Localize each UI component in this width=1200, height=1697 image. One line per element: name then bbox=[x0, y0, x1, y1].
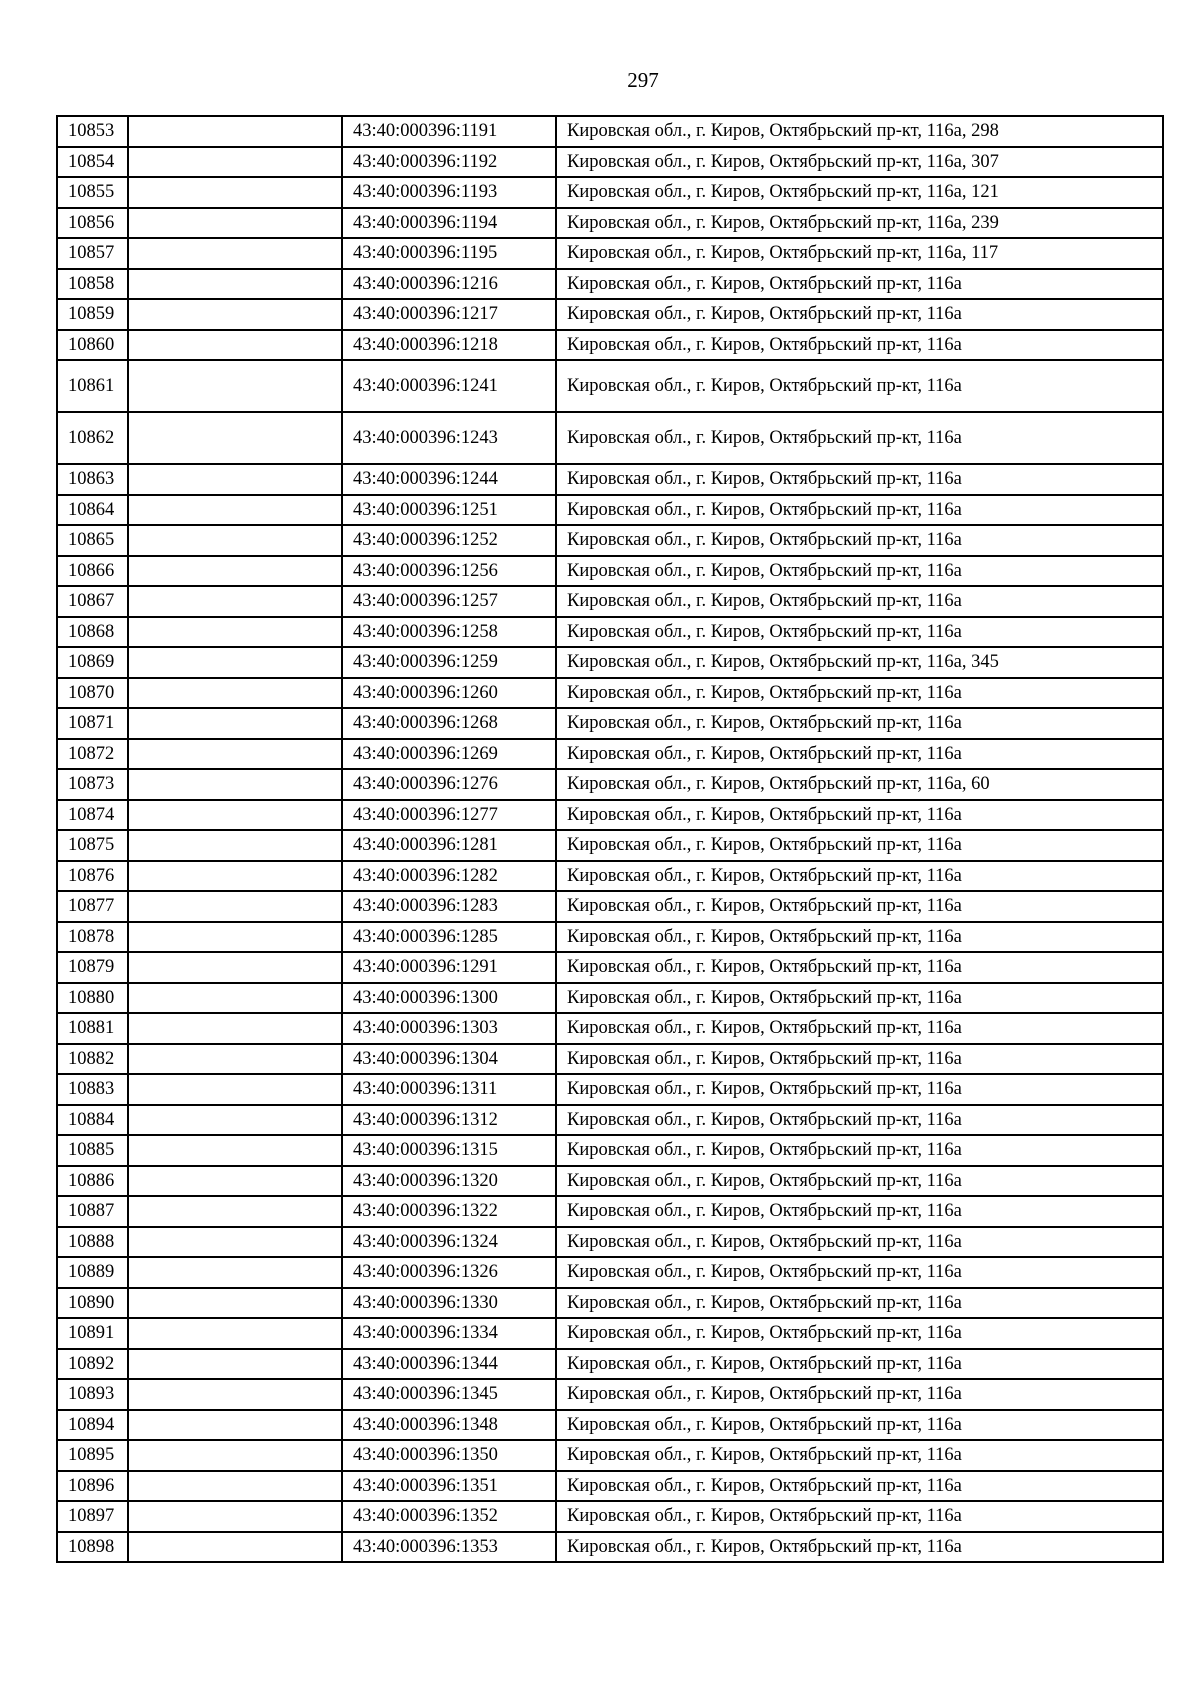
row-number-cell: 10858 bbox=[57, 269, 128, 300]
address-cell: Кировская обл., г. Киров, Октябрьский пр-кт, 116а bbox=[556, 269, 1163, 300]
cadastral-number-cell: 43:40:000396:1352 bbox=[342, 1501, 556, 1532]
empty-cell bbox=[128, 360, 342, 412]
cadastral-number-cell: 43:40:000396:1322 bbox=[342, 1196, 556, 1227]
cadastral-number-cell: 43:40:000396:1251 bbox=[342, 495, 556, 526]
empty-cell bbox=[128, 556, 342, 587]
table-row bbox=[57, 922, 1163, 953]
row-number-cell: 10861 bbox=[57, 360, 128, 412]
row-number-cell: 10880 bbox=[57, 983, 128, 1014]
row-number-cell: 10888 bbox=[57, 1227, 128, 1258]
table-row bbox=[57, 891, 1163, 922]
empty-cell bbox=[128, 238, 342, 269]
empty-cell bbox=[128, 177, 342, 208]
cadastral-number-cell: 43:40:000396:1320 bbox=[342, 1166, 556, 1197]
cadastral-number-cell: 43:40:000396:1256 bbox=[342, 556, 556, 587]
cadastral-number-cell: 43:40:000396:1277 bbox=[342, 800, 556, 831]
cadastral-number-cell: 43:40:000396:1348 bbox=[342, 1410, 556, 1441]
address-cell: Кировская обл., г. Киров, Октябрьский пр-кт, 116а bbox=[556, 983, 1163, 1014]
address-cell: Кировская обл., г. Киров, Октябрьский пр-кт, 116а, 121 bbox=[556, 177, 1163, 208]
address-cell: Кировская обл., г. Киров, Октябрьский пр-кт, 116а bbox=[556, 1135, 1163, 1166]
address-cell: Кировская обл., г. Киров, Октябрьский пр-кт, 116а bbox=[556, 678, 1163, 709]
row-number-cell: 10897 bbox=[57, 1501, 128, 1532]
address-cell: Кировская обл., г. Киров, Октябрьский пр-кт, 116а bbox=[556, 495, 1163, 526]
row-number-cell: 10859 bbox=[57, 299, 128, 330]
row-number-cell: 10866 bbox=[57, 556, 128, 587]
empty-cell bbox=[128, 1196, 342, 1227]
cadastral-number-cell: 43:40:000396:1241 bbox=[342, 360, 556, 412]
empty-cell bbox=[128, 269, 342, 300]
empty-cell bbox=[128, 678, 342, 709]
row-number-cell: 10889 bbox=[57, 1257, 128, 1288]
table-row bbox=[57, 464, 1163, 495]
table-row bbox=[57, 861, 1163, 892]
address-cell: Кировская обл., г. Киров, Октябрьский пр-кт, 116а bbox=[556, 1440, 1163, 1471]
address-cell: Кировская обл., г. Киров, Октябрьский пр-кт, 116а bbox=[556, 330, 1163, 361]
row-number-cell: 10877 bbox=[57, 891, 128, 922]
row-number-cell: 10881 bbox=[57, 1013, 128, 1044]
empty-cell bbox=[128, 983, 342, 1014]
row-number-cell: 10885 bbox=[57, 1135, 128, 1166]
empty-cell bbox=[128, 800, 342, 831]
table-row bbox=[57, 208, 1163, 239]
row-number-cell: 10895 bbox=[57, 1440, 128, 1471]
address-cell: Кировская обл., г. Киров, Октябрьский пр-кт, 116а, 117 bbox=[556, 238, 1163, 269]
empty-cell bbox=[128, 1379, 342, 1410]
address-cell: Кировская обл., г. Киров, Октябрьский пр-кт, 116а bbox=[556, 1288, 1163, 1319]
table-row bbox=[57, 1410, 1163, 1441]
address-cell: Кировская обл., г. Киров, Октябрьский пр-кт, 116а bbox=[556, 1318, 1163, 1349]
address-cell: Кировская обл., г. Киров, Октябрьский пр-кт, 116а bbox=[556, 739, 1163, 770]
cadastral-number-cell: 43:40:000396:1283 bbox=[342, 891, 556, 922]
address-cell: Кировская обл., г. Киров, Октябрьский пр-кт, 116а bbox=[556, 708, 1163, 739]
address-cell: Кировская обл., г. Киров, Октябрьский пр-кт, 116а, 298 bbox=[556, 116, 1163, 147]
cadastral-number-cell: 43:40:000396:1282 bbox=[342, 861, 556, 892]
table-row bbox=[57, 147, 1163, 178]
empty-cell bbox=[128, 116, 342, 147]
table-row bbox=[57, 1379, 1163, 1410]
empty-cell bbox=[128, 1013, 342, 1044]
cadastral-number-cell: 43:40:000396:1291 bbox=[342, 952, 556, 983]
row-number-cell: 10869 bbox=[57, 647, 128, 678]
empty-cell bbox=[128, 299, 342, 330]
empty-cell bbox=[128, 1044, 342, 1075]
table-row bbox=[57, 1044, 1163, 1075]
row-number-cell: 10886 bbox=[57, 1166, 128, 1197]
registry-table-body bbox=[57, 116, 1163, 1562]
table-row bbox=[57, 330, 1163, 361]
table-row bbox=[57, 495, 1163, 526]
cadastral-number-cell: 43:40:000396:1300 bbox=[342, 983, 556, 1014]
empty-cell bbox=[128, 1257, 342, 1288]
address-cell: Кировская обл., г. Киров, Октябрьский пр-кт, 116а bbox=[556, 952, 1163, 983]
table-row bbox=[57, 1166, 1163, 1197]
row-number-cell: 10873 bbox=[57, 769, 128, 800]
cadastral-number-cell: 43:40:000396:1194 bbox=[342, 208, 556, 239]
row-number-cell: 10876 bbox=[57, 861, 128, 892]
row-number-cell: 10856 bbox=[57, 208, 128, 239]
empty-cell bbox=[128, 1227, 342, 1258]
row-number-cell: 10864 bbox=[57, 495, 128, 526]
table-row bbox=[57, 299, 1163, 330]
empty-cell bbox=[128, 739, 342, 770]
cadastral-number-cell: 43:40:000396:1269 bbox=[342, 739, 556, 770]
cadastral-number-cell: 43:40:000396:1244 bbox=[342, 464, 556, 495]
row-number-cell: 10882 bbox=[57, 1044, 128, 1075]
address-cell: Кировская обл., г. Киров, Октябрьский пр-кт, 116а bbox=[556, 1501, 1163, 1532]
cadastral-number-cell: 43:40:000396:1276 bbox=[342, 769, 556, 800]
address-cell: Кировская обл., г. Киров, Октябрьский пр-кт, 116а bbox=[556, 1227, 1163, 1258]
cadastral-number-cell: 43:40:000396:1268 bbox=[342, 708, 556, 739]
empty-cell bbox=[128, 147, 342, 178]
address-cell: Кировская обл., г. Киров, Октябрьский пр-кт, 116а bbox=[556, 1532, 1163, 1563]
empty-cell bbox=[128, 412, 342, 464]
empty-cell bbox=[128, 586, 342, 617]
address-cell: Кировская обл., г. Киров, Октябрьский пр-кт, 116а bbox=[556, 1349, 1163, 1380]
empty-cell bbox=[128, 830, 342, 861]
row-number-cell: 10854 bbox=[57, 147, 128, 178]
row-number-cell: 10865 bbox=[57, 525, 128, 556]
table-row bbox=[57, 1349, 1163, 1380]
row-number-cell: 10898 bbox=[57, 1532, 128, 1563]
cadastral-number-cell: 43:40:000396:1312 bbox=[342, 1105, 556, 1136]
table-row bbox=[57, 647, 1163, 678]
address-cell: Кировская обл., г. Киров, Октябрьский пр-кт, 116а bbox=[556, 586, 1163, 617]
table-row bbox=[57, 1227, 1163, 1258]
table-row bbox=[57, 177, 1163, 208]
empty-cell bbox=[128, 861, 342, 892]
empty-cell bbox=[128, 1532, 342, 1563]
cadastral-number-cell: 43:40:000396:1260 bbox=[342, 678, 556, 709]
cadastral-number-cell: 43:40:000396:1281 bbox=[342, 830, 556, 861]
cadastral-number-cell: 43:40:000396:1191 bbox=[342, 116, 556, 147]
address-cell: Кировская обл., г. Киров, Октябрьский пр-кт, 116а bbox=[556, 1044, 1163, 1075]
address-cell: Кировская обл., г. Киров, Октябрьский пр-кт, 116а bbox=[556, 1410, 1163, 1441]
empty-cell bbox=[128, 495, 342, 526]
row-number-cell: 10853 bbox=[57, 116, 128, 147]
cadastral-number-cell: 43:40:000396:1303 bbox=[342, 1013, 556, 1044]
empty-cell bbox=[128, 1349, 342, 1380]
address-cell: Кировская обл., г. Киров, Октябрьский пр-кт, 116а, 239 bbox=[556, 208, 1163, 239]
table-row bbox=[57, 1257, 1163, 1288]
table-row bbox=[57, 769, 1163, 800]
table-row bbox=[57, 525, 1163, 556]
address-cell: Кировская обл., г. Киров, Октябрьский пр-кт, 116а bbox=[556, 1074, 1163, 1105]
row-number-cell: 10875 bbox=[57, 830, 128, 861]
empty-cell bbox=[128, 922, 342, 953]
cadastral-number-cell: 43:40:000396:1344 bbox=[342, 1349, 556, 1380]
empty-cell bbox=[128, 647, 342, 678]
table-row bbox=[57, 360, 1163, 412]
page-number: 297 bbox=[627, 68, 659, 92]
row-number-cell: 10862 bbox=[57, 412, 128, 464]
cadastral-number-cell: 43:40:000396:1315 bbox=[342, 1135, 556, 1166]
row-number-cell: 10894 bbox=[57, 1410, 128, 1441]
empty-cell bbox=[128, 1440, 342, 1471]
table-row bbox=[57, 952, 1163, 983]
row-number-cell: 10887 bbox=[57, 1196, 128, 1227]
table-row bbox=[57, 1105, 1163, 1136]
address-cell: Кировская обл., г. Киров, Октябрьский пр-кт, 116а bbox=[556, 1013, 1163, 1044]
address-cell: Кировская обл., г. Киров, Октябрьский пр-кт, 116а bbox=[556, 891, 1163, 922]
address-cell: Кировская обл., г. Киров, Октябрьский пр-кт, 116а bbox=[556, 1166, 1163, 1197]
table-row bbox=[57, 1471, 1163, 1502]
cadastral-number-cell: 43:40:000396:1217 bbox=[342, 299, 556, 330]
empty-cell bbox=[128, 1471, 342, 1502]
address-cell: Кировская обл., г. Киров, Октябрьский пр-кт, 116а bbox=[556, 922, 1163, 953]
table-row bbox=[57, 678, 1163, 709]
table-row bbox=[57, 1288, 1163, 1319]
row-number-cell: 10855 bbox=[57, 177, 128, 208]
row-number-cell: 10883 bbox=[57, 1074, 128, 1105]
cadastral-number-cell: 43:40:000396:1193 bbox=[342, 177, 556, 208]
empty-cell bbox=[128, 769, 342, 800]
empty-cell bbox=[128, 708, 342, 739]
table-row bbox=[57, 1074, 1163, 1105]
row-number-cell: 10860 bbox=[57, 330, 128, 361]
address-cell: Кировская обл., г. Киров, Октябрьский пр-кт, 116а bbox=[556, 412, 1163, 464]
row-number-cell: 10884 bbox=[57, 1105, 128, 1136]
cadastral-number-cell: 43:40:000396:1330 bbox=[342, 1288, 556, 1319]
empty-cell bbox=[128, 1105, 342, 1136]
row-number-cell: 10893 bbox=[57, 1379, 128, 1410]
empty-cell bbox=[128, 1166, 342, 1197]
cadastral-number-cell: 43:40:000396:1252 bbox=[342, 525, 556, 556]
row-number-cell: 10863 bbox=[57, 464, 128, 495]
address-cell: Кировская обл., г. Киров, Октябрьский пр-кт, 116а bbox=[556, 464, 1163, 495]
table-row bbox=[57, 586, 1163, 617]
address-cell: Кировская обл., г. Киров, Октябрьский пр-кт, 116а bbox=[556, 1471, 1163, 1502]
row-number-cell: 10871 bbox=[57, 708, 128, 739]
cadastral-number-cell: 43:40:000396:1311 bbox=[342, 1074, 556, 1105]
table-row bbox=[57, 1501, 1163, 1532]
table-row bbox=[57, 1196, 1163, 1227]
address-cell: Кировская обл., г. Киров, Октябрьский пр-кт, 116а, 60 bbox=[556, 769, 1163, 800]
empty-cell bbox=[128, 1318, 342, 1349]
empty-cell bbox=[128, 525, 342, 556]
table-row bbox=[57, 1318, 1163, 1349]
row-number-cell: 10879 bbox=[57, 952, 128, 983]
row-number-cell: 10892 bbox=[57, 1349, 128, 1380]
row-number-cell: 10874 bbox=[57, 800, 128, 831]
cadastral-number-cell: 43:40:000396:1350 bbox=[342, 1440, 556, 1471]
address-cell: Кировская обл., г. Киров, Октябрьский пр-кт, 116а bbox=[556, 360, 1163, 412]
cadastral-number-cell: 43:40:000396:1285 bbox=[342, 922, 556, 953]
address-cell: Кировская обл., г. Киров, Октябрьский пр-кт, 116а bbox=[556, 1379, 1163, 1410]
cadastral-number-cell: 43:40:000396:1243 bbox=[342, 412, 556, 464]
empty-cell bbox=[128, 952, 342, 983]
table-row bbox=[57, 617, 1163, 648]
empty-cell bbox=[128, 1501, 342, 1532]
cadastral-number-cell: 43:40:000396:1195 bbox=[342, 238, 556, 269]
address-cell: Кировская обл., г. Киров, Октябрьский пр-кт, 116а, 345 bbox=[556, 647, 1163, 678]
table-row bbox=[57, 1135, 1163, 1166]
table-row bbox=[57, 238, 1163, 269]
table-row bbox=[57, 1532, 1163, 1563]
table-row bbox=[57, 708, 1163, 739]
address-cell: Кировская обл., г. Киров, Октябрьский пр-кт, 116а bbox=[556, 617, 1163, 648]
address-cell: Кировская обл., г. Киров, Октябрьский пр-кт, 116а bbox=[556, 525, 1163, 556]
empty-cell bbox=[128, 617, 342, 648]
empty-cell bbox=[128, 464, 342, 495]
row-number-cell: 10857 bbox=[57, 238, 128, 269]
cadastral-number-cell: 43:40:000396:1192 bbox=[342, 147, 556, 178]
registry-table bbox=[56, 115, 1164, 1563]
empty-cell bbox=[128, 1410, 342, 1441]
table-row bbox=[57, 556, 1163, 587]
row-number-cell: 10890 bbox=[57, 1288, 128, 1319]
table-row bbox=[57, 983, 1163, 1014]
cadastral-number-cell: 43:40:000396:1324 bbox=[342, 1227, 556, 1258]
empty-cell bbox=[128, 891, 342, 922]
cadastral-number-cell: 43:40:000396:1351 bbox=[342, 1471, 556, 1502]
address-cell: Кировская обл., г. Киров, Октябрьский пр-кт, 116а bbox=[556, 861, 1163, 892]
cadastral-number-cell: 43:40:000396:1353 bbox=[342, 1532, 556, 1563]
address-cell: Кировская обл., г. Киров, Октябрьский пр-кт, 116а bbox=[556, 1105, 1163, 1136]
row-number-cell: 10896 bbox=[57, 1471, 128, 1502]
empty-cell bbox=[128, 1074, 342, 1105]
address-cell: Кировская обл., г. Киров, Октябрьский пр-кт, 116а, 307 bbox=[556, 147, 1163, 178]
cadastral-number-cell: 43:40:000396:1259 bbox=[342, 647, 556, 678]
address-cell: Кировская обл., г. Киров, Октябрьский пр-кт, 116а bbox=[556, 1257, 1163, 1288]
row-number-cell: 10891 bbox=[57, 1318, 128, 1349]
address-cell: Кировская обл., г. Киров, Октябрьский пр-кт, 116а bbox=[556, 299, 1163, 330]
table-row bbox=[57, 739, 1163, 770]
address-cell: Кировская обл., г. Киров, Октябрьский пр-кт, 116а bbox=[556, 556, 1163, 587]
table-row bbox=[57, 269, 1163, 300]
table-row bbox=[57, 1013, 1163, 1044]
empty-cell bbox=[128, 1288, 342, 1319]
table-row bbox=[57, 116, 1163, 147]
cadastral-number-cell: 43:40:000396:1334 bbox=[342, 1318, 556, 1349]
row-number-cell: 10878 bbox=[57, 922, 128, 953]
row-number-cell: 10868 bbox=[57, 617, 128, 648]
cadastral-number-cell: 43:40:000396:1218 bbox=[342, 330, 556, 361]
address-cell: Кировская обл., г. Киров, Октябрьский пр-кт, 116а bbox=[556, 1196, 1163, 1227]
cadastral-number-cell: 43:40:000396:1345 bbox=[342, 1379, 556, 1410]
row-number-cell: 10870 bbox=[57, 678, 128, 709]
table-row bbox=[57, 412, 1163, 464]
address-cell: Кировская обл., г. Киров, Октябрьский пр-кт, 116а bbox=[556, 830, 1163, 861]
empty-cell bbox=[128, 1135, 342, 1166]
table-row bbox=[57, 1440, 1163, 1471]
cadastral-number-cell: 43:40:000396:1216 bbox=[342, 269, 556, 300]
cadastral-number-cell: 43:40:000396:1257 bbox=[342, 586, 556, 617]
cadastral-number-cell: 43:40:000396:1258 bbox=[342, 617, 556, 648]
empty-cell bbox=[128, 330, 342, 361]
table-row bbox=[57, 800, 1163, 831]
cadastral-number-cell: 43:40:000396:1304 bbox=[342, 1044, 556, 1075]
row-number-cell: 10867 bbox=[57, 586, 128, 617]
empty-cell bbox=[128, 208, 342, 239]
row-number-cell: 10872 bbox=[57, 739, 128, 770]
cadastral-number-cell: 43:40:000396:1326 bbox=[342, 1257, 556, 1288]
address-cell: Кировская обл., г. Киров, Октябрьский пр-кт, 116а bbox=[556, 800, 1163, 831]
table-row bbox=[57, 830, 1163, 861]
